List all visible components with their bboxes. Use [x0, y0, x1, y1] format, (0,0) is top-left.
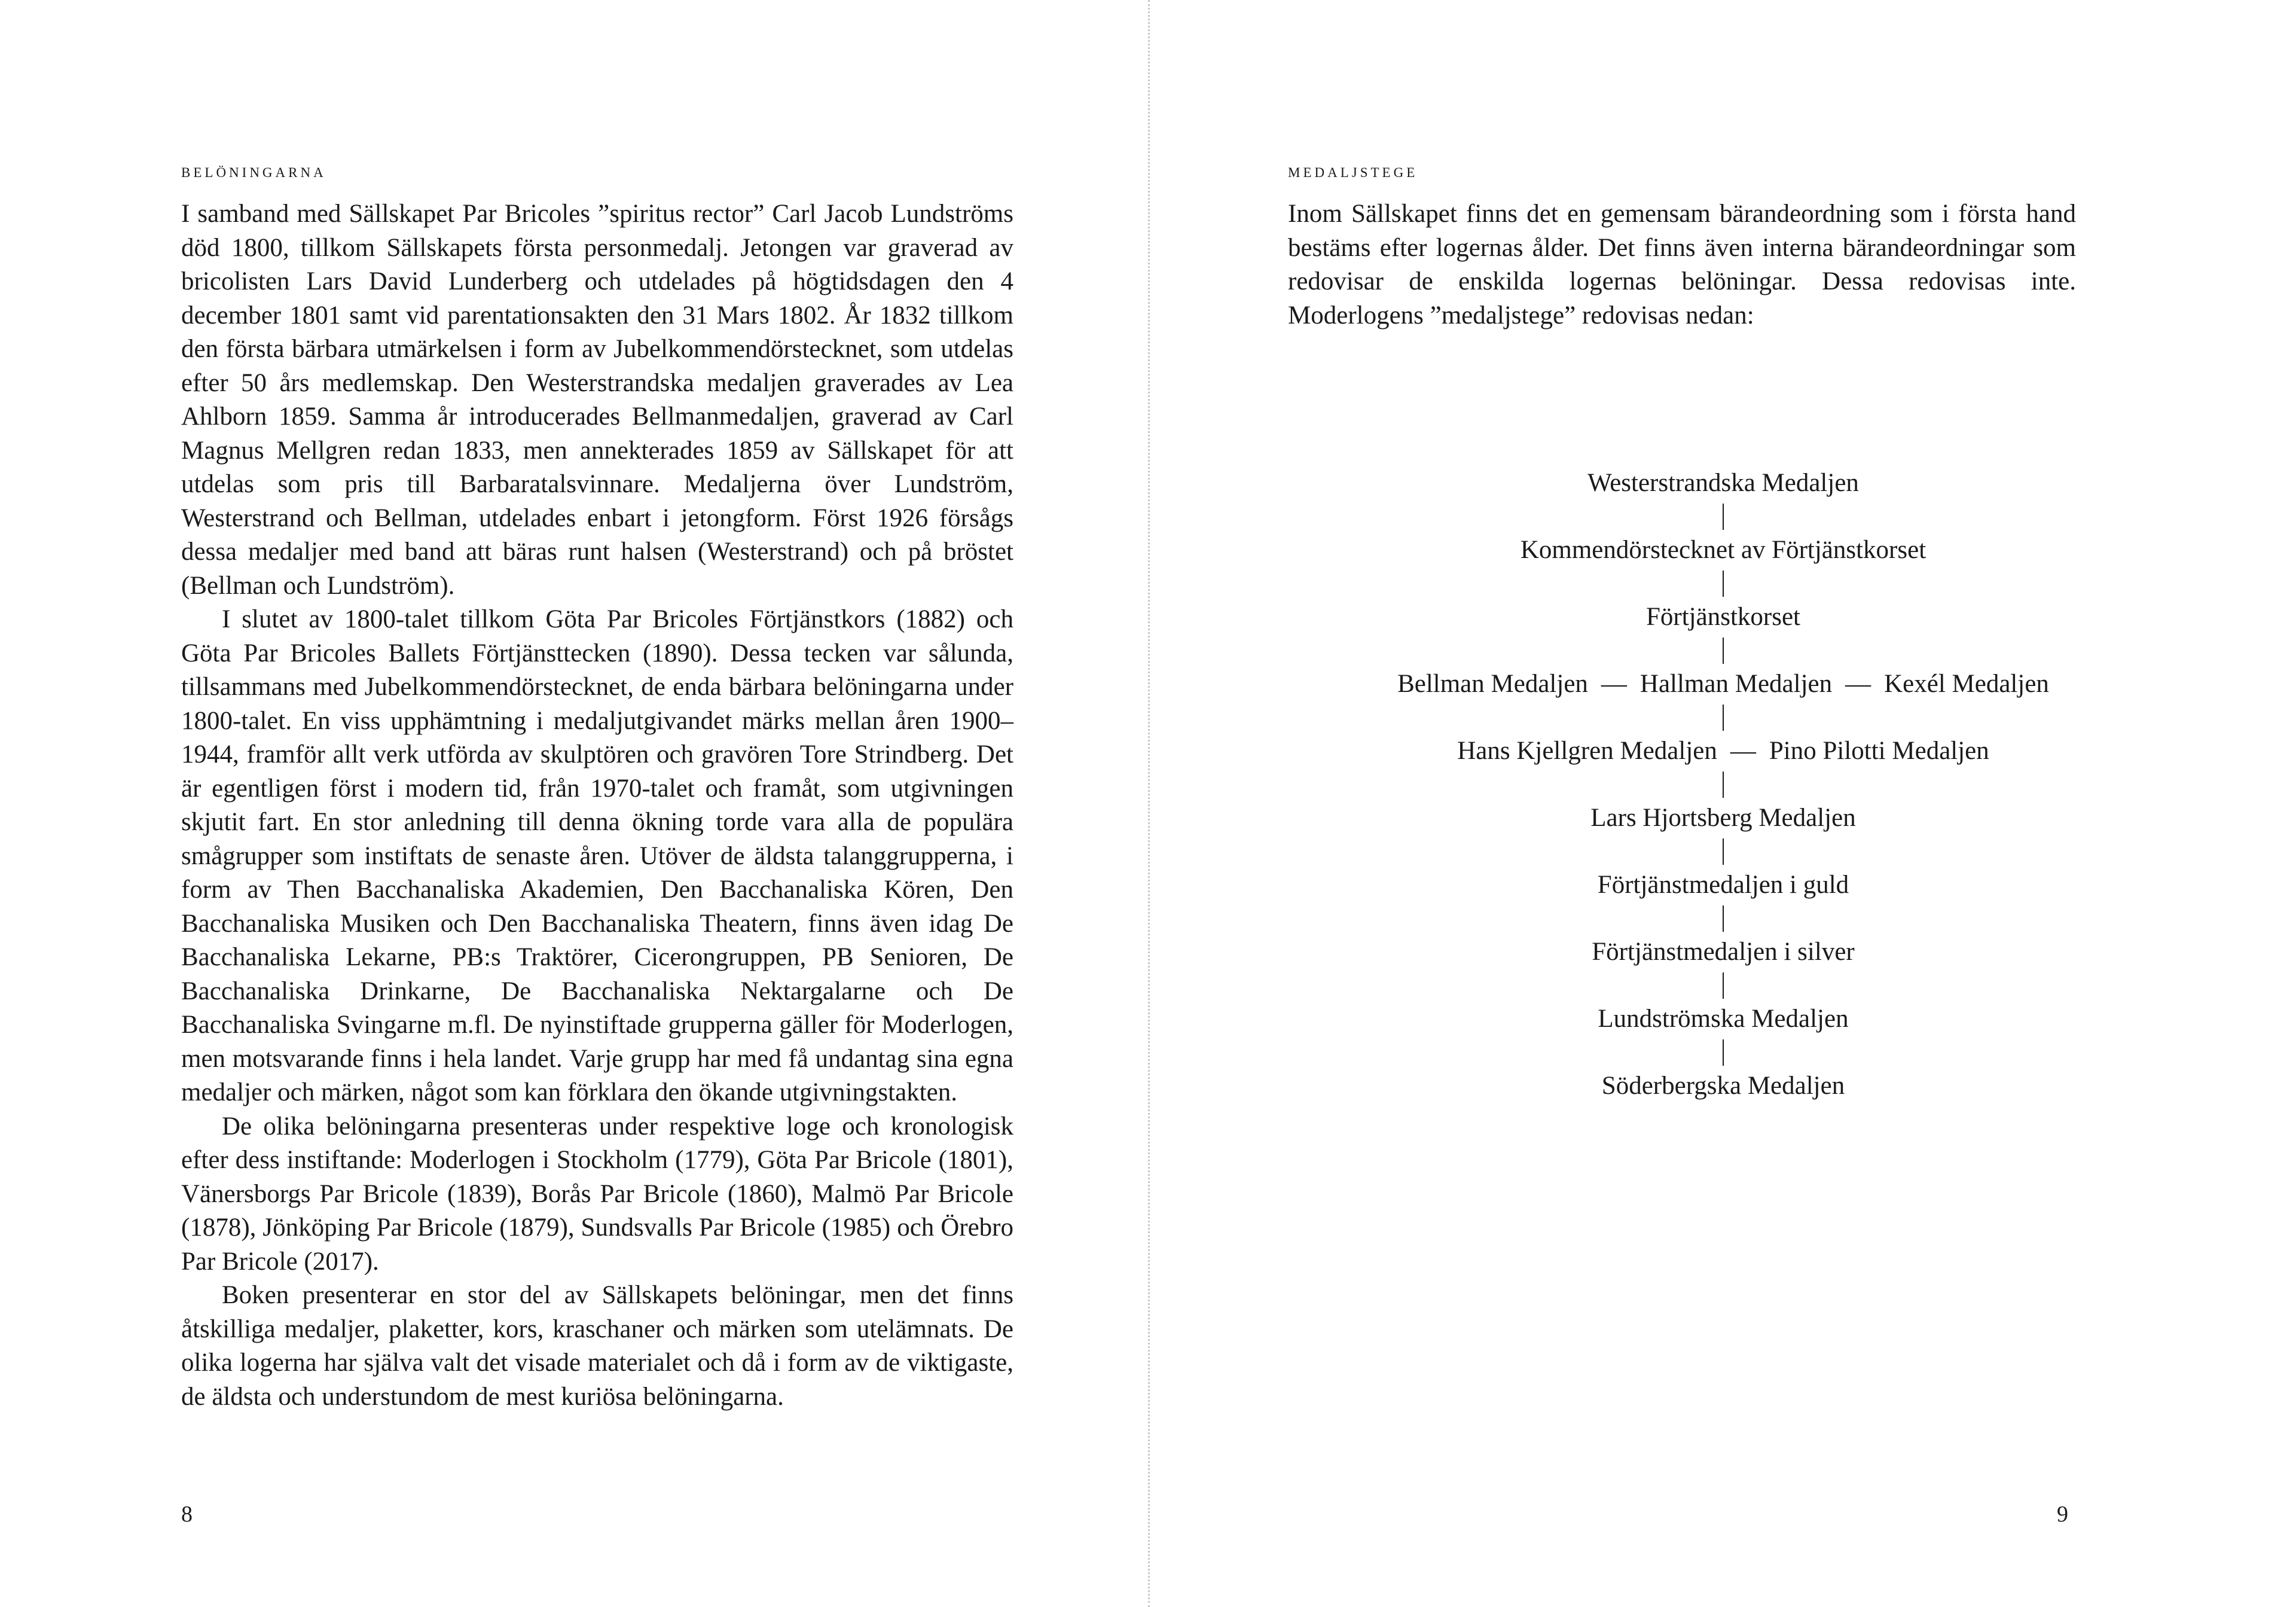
medal-name: Pino Pilotti Medaljen: [1769, 737, 1989, 765]
medal-name: Förtjänstmedaljen i guld: [1597, 871, 1849, 899]
ladder-rung: [1150, 935, 2296, 969]
paragraph: De olika belöningarna presenteras under respektive loge och kronologisk efter dess instiftande: Moderlogen i Stockholm (1779), Göta Par Bricole (1801), Vänersborgs Par Bricole (1839), Borås Par Bricole (1860), Malmö Par Bricole (1878), Jönköping Par Bricole (1879), Sundsvalls Par Bricole (1985) och Örebro Par Bricole (2017).: [181, 1112, 1013, 1276]
ladder-connector: [1723, 972, 1724, 999]
rung-separator: —: [1845, 670, 1871, 698]
rung-separator: —: [1601, 670, 1627, 698]
ladder-connector: [1723, 905, 1724, 932]
medal-ladder: [1150, 466, 2296, 1103]
medal-name: Hans Kjellgren Medaljen: [1457, 737, 1717, 765]
medal-name: Söderbergska Medaljen: [1601, 1072, 1845, 1100]
ladder-connector: [1723, 1039, 1724, 1066]
medal-name: Hallman Medaljen: [1639, 670, 1833, 698]
ladder-rung: [1150, 868, 2296, 902]
page-number: 8: [181, 1502, 193, 1527]
medal-name: Bellman Medaljen: [1397, 670, 1588, 698]
paragraph: Boken presenterar en stor del av Sällskapets belöningar, men det finns åtskilliga medaljer, plaketter, kors, kraschaner och märken som utelämnats. De olika logerna har själva valt det visade materialet och då i form av de viktigaste, de äldsta och understundom de mest kuriösa belöningarna.: [181, 1281, 1013, 1411]
ladder-connector: [1723, 705, 1724, 731]
ladder-rung: [1150, 533, 2296, 567]
rung-separator: —: [1730, 737, 1756, 765]
ladder-rung: [1150, 667, 2296, 701]
medal-name: Lars Hjortsberg Medaljen: [1590, 804, 1856, 832]
ladder-rung: [1150, 600, 2296, 634]
page-number: 9: [2057, 1502, 2068, 1527]
medal-name: Förtjänstkorset: [1646, 603, 1800, 631]
ladder-connector: [1723, 504, 1724, 530]
ladder-connector: [1723, 838, 1724, 865]
section-title: belöningarna: [181, 160, 326, 182]
paragraph: I samband med Sällskapet Par Bricoles ”spiritus rector” Carl Jacob Lundströms död 1800, tillkom Sällskapets första personmedalj. Jetongen var graverad av bricolisten Lars David Lunderberg och utdelades på högtidsdagen den 4 december 1801 samt vid parentationsakten den 31 Mars 1802. År 1832 tillkom den första bärbara utmärkelsen i form av Jubelkommendörstecknet, som utdelas efter 50 års medlemskap. Den Westerstrandska medaljen graverades av Lea Ahlborn 1859. Samma år introducerades Bellmanmedaljen, graverad av Carl Magnus Mellgren redan 1833, men annekterades 1859 av Sällskapet för att utdelas som pris till Barbaratalsvinnare. Medaljerna över Lundström, Westerstrand och Bellman, utdelades enbart i jetongform. Först 1926 försågs dessa medaljer med band att bäras runt halsen (Westerstrand) och på bröstet (Bellman och Lundström).: [181, 200, 1013, 600]
right-page: [1150, 0, 2296, 1607]
intro-text: [1288, 197, 2076, 333]
ladder-rung: [1150, 734, 2296, 768]
paragraph: Inom Sällskapet finns det en gemensam bärandeordning som i första hand bestäms efter logernas ålder. Det finns även interna bärandeordningar som redovisar de enskilda logernas belöningar. Dessa redovisas inte. Moderlogens ”medaljstege” redovisas nedan:: [1288, 200, 2076, 330]
paragraph: I slutet av 1800-talet tillkom Göta Par Bricoles Förtjänstkors (1882) och Göta Par Bricoles Ballets Förtjänsttecken (1890). Dessa tecken var sålunda, tillsammans med Jubelkommendörstecknet, de enda bärbara belöningarna under 1800-talet. En viss upphämtning i medaljutgivandet märks mellan åren 1900–1944, framför allt verk utförda av skulptören och gravören Tore Strindberg. Det är egentligen först i modern tid, från 1970-talet och framåt, som utgivningen skjutit fart. En stor anledning till denna ökning torde vara alla de populära smågrupper som instiftats de senaste åren. Utöver de äldsta talanggrupperna, i form av Then Bacchanaliska Akademien, Den Bacchanaliska Kören, Den Bacchanaliska Musiken och Den Bacchanaliska Theatern, finns även idag De Bacchanaliska Lekarne, PB:s Traktörer, Cicerongruppen, PB Senioren, De Bacchanaliska Drinkarne, De Bacchanaliska Nektargalarne och De Bacchanaliska Svingarne m.fl. De nyinstiftade grupperna gäller för Moderlogen, men motsvarande finns i hela landet. Varje grupp har med få undantag sina egna medaljer och märken, något som kan förklara den ökande utgivningstakten.: [181, 605, 1013, 1106]
ladder-connector: [1723, 638, 1724, 664]
ladder-connector: [1723, 571, 1724, 597]
medal-name: Förtjänstmedaljen i silver: [1592, 938, 1855, 966]
body-text: [181, 197, 1013, 1414]
book-gutter: [1148, 0, 1150, 1607]
ladder-rung: [1150, 1002, 2296, 1036]
ladder-rung: [1150, 466, 2296, 500]
ladder-rung: [1150, 801, 2296, 835]
medal-name: Kexél Medaljen: [1884, 670, 2049, 698]
medal-name: Kommendörstecknet av Förtjänstkorset: [1520, 536, 1926, 564]
ladder-rung: [1150, 1069, 2296, 1103]
ladder-connector: [1723, 772, 1724, 798]
medal-name: Westerstrandska Medaljen: [1587, 469, 1859, 497]
section-title: medaljstege: [1288, 160, 1418, 182]
medal-name: Lundströmska Medaljen: [1598, 1005, 1849, 1033]
